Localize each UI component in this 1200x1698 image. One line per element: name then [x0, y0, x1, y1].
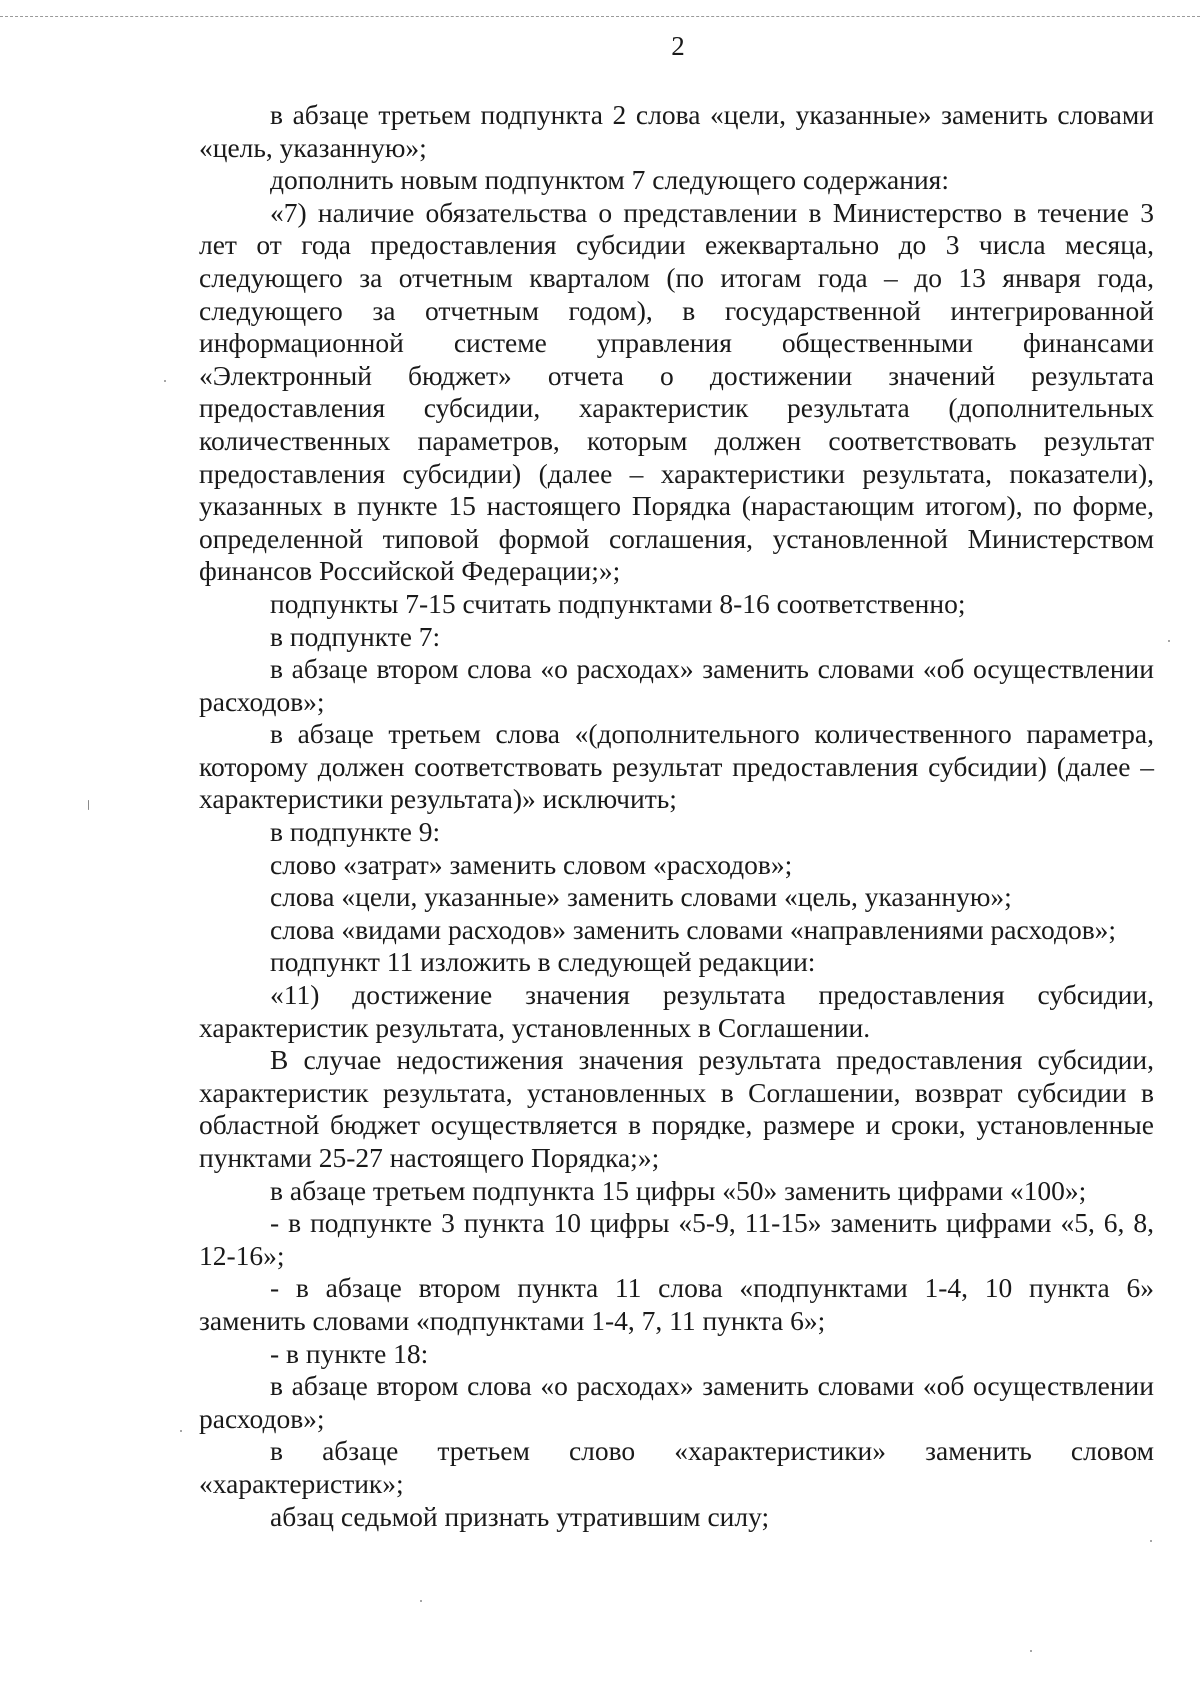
paragraph: - в подпункте 3 пункта 10 цифры «5-9, 11-15» заменить цифрами «5, 6, 8, 12-16»;: [199, 1207, 1154, 1271]
paragraph: в абзаце втором слова «о расходах» заменить словами «об осуществлении расходов»;: [199, 1370, 1154, 1434]
scan-speck: [88, 800, 89, 810]
paragraph: дополнить новым подпунктом 7 следующего содержания:: [270, 164, 949, 196]
paragraph: подпункт 11 изложить в следующей редакции:: [270, 946, 816, 978]
paragraph: В случае недостижения значения результата предоставления субсидии, характеристик результата, установленных в Соглашении, возврат субсидии в областной бюджет осуществляется в порядке, размере и сроки, установленные пунктами 25-27 настоящего Порядка;»;: [199, 1044, 1154, 1173]
paragraph: слова «видами расходов» заменить словами «направлениями расходов»;: [270, 913, 1117, 945]
paragraph: в абзаце третьем слова «(дополнительного количественного параметра, которому должен соответствовать результат предоставления субсидии) (далее – характеристики результата)» исключить;: [199, 718, 1154, 815]
paragraph: в подпункте 7:: [270, 620, 441, 652]
paragraph: «11) достижение значения результата предоставления субсидии, характеристик результата, установленных в Соглашении.: [199, 979, 1154, 1043]
paragraph: в абзаце третьем подпункта 15 цифры «50» заменить цифрами «100»;: [270, 1174, 1087, 1206]
paragraph: - в абзаце втором пункта 11 слова «подпунктами 1-4, 10 пункта 6» заменить словами «подпунктами 1-4, 7, 11 пункта 6»;: [199, 1272, 1154, 1336]
page-number: 2: [671, 31, 685, 61]
scan-speck: [420, 1600, 422, 1602]
scan-speck: [180, 1430, 182, 1432]
paragraph: в абзаце втором слова «о расходах» заменить словами «об осуществлении расходов»;: [199, 653, 1154, 717]
paragraph: в абзаце третьем подпункта 2 слова «цели, указанные» заменить словами «цель, указанную»;: [199, 99, 1154, 163]
paragraph: в подпункте 9:: [270, 816, 441, 848]
scan-speck: [164, 380, 166, 382]
paragraph: слова «цели, указанные» заменить словами «цель, указанную»;: [270, 881, 1012, 913]
document-body: [199, 99, 1154, 1533]
paragraph: в абзаце третьем слово «характеристики» заменить словом «характеристик»;: [199, 1435, 1154, 1499]
paragraph: слово «затрат» заменить словом «расходов»;: [270, 848, 793, 880]
scan-speck: [1030, 1650, 1032, 1652]
paragraph: подпункты 7-15 считать подпунктами 8-16 соответственно;: [270, 587, 966, 619]
paragraph: - в пункте 18:: [270, 1337, 429, 1369]
paragraph: «7) наличие обязательства о представлении в Министерство в течение 3 лет от года предоставления субсидии ежеквартально до 3 числа месяца, следующего за отчетным кварталом (по итогам года – до 13 января года, следующего за отчетным годом), в государственной интегрированной информационной системе управления общественными финансами «Электронный бюджет» отчета о достижении значений результата предоставления субсидии, характеристик результата (дополнительных количественных параметров, которым должен соответствовать результат предоставления субсидии) (далее – характеристики результата, показатели), указанных в пункте 15 настоящего Порядка (нарастающим итогом), по форме, определенной типовой формой соглашения, установленной Министерством финансов Российской Федерации;»;: [199, 196, 1154, 587]
scan-speck: [1168, 640, 1170, 642]
paragraph: абзац седьмой признать утратившим силу;: [270, 1500, 770, 1532]
scan-top-edge: [0, 16, 1200, 17]
scan-speck: [1150, 1540, 1152, 1542]
